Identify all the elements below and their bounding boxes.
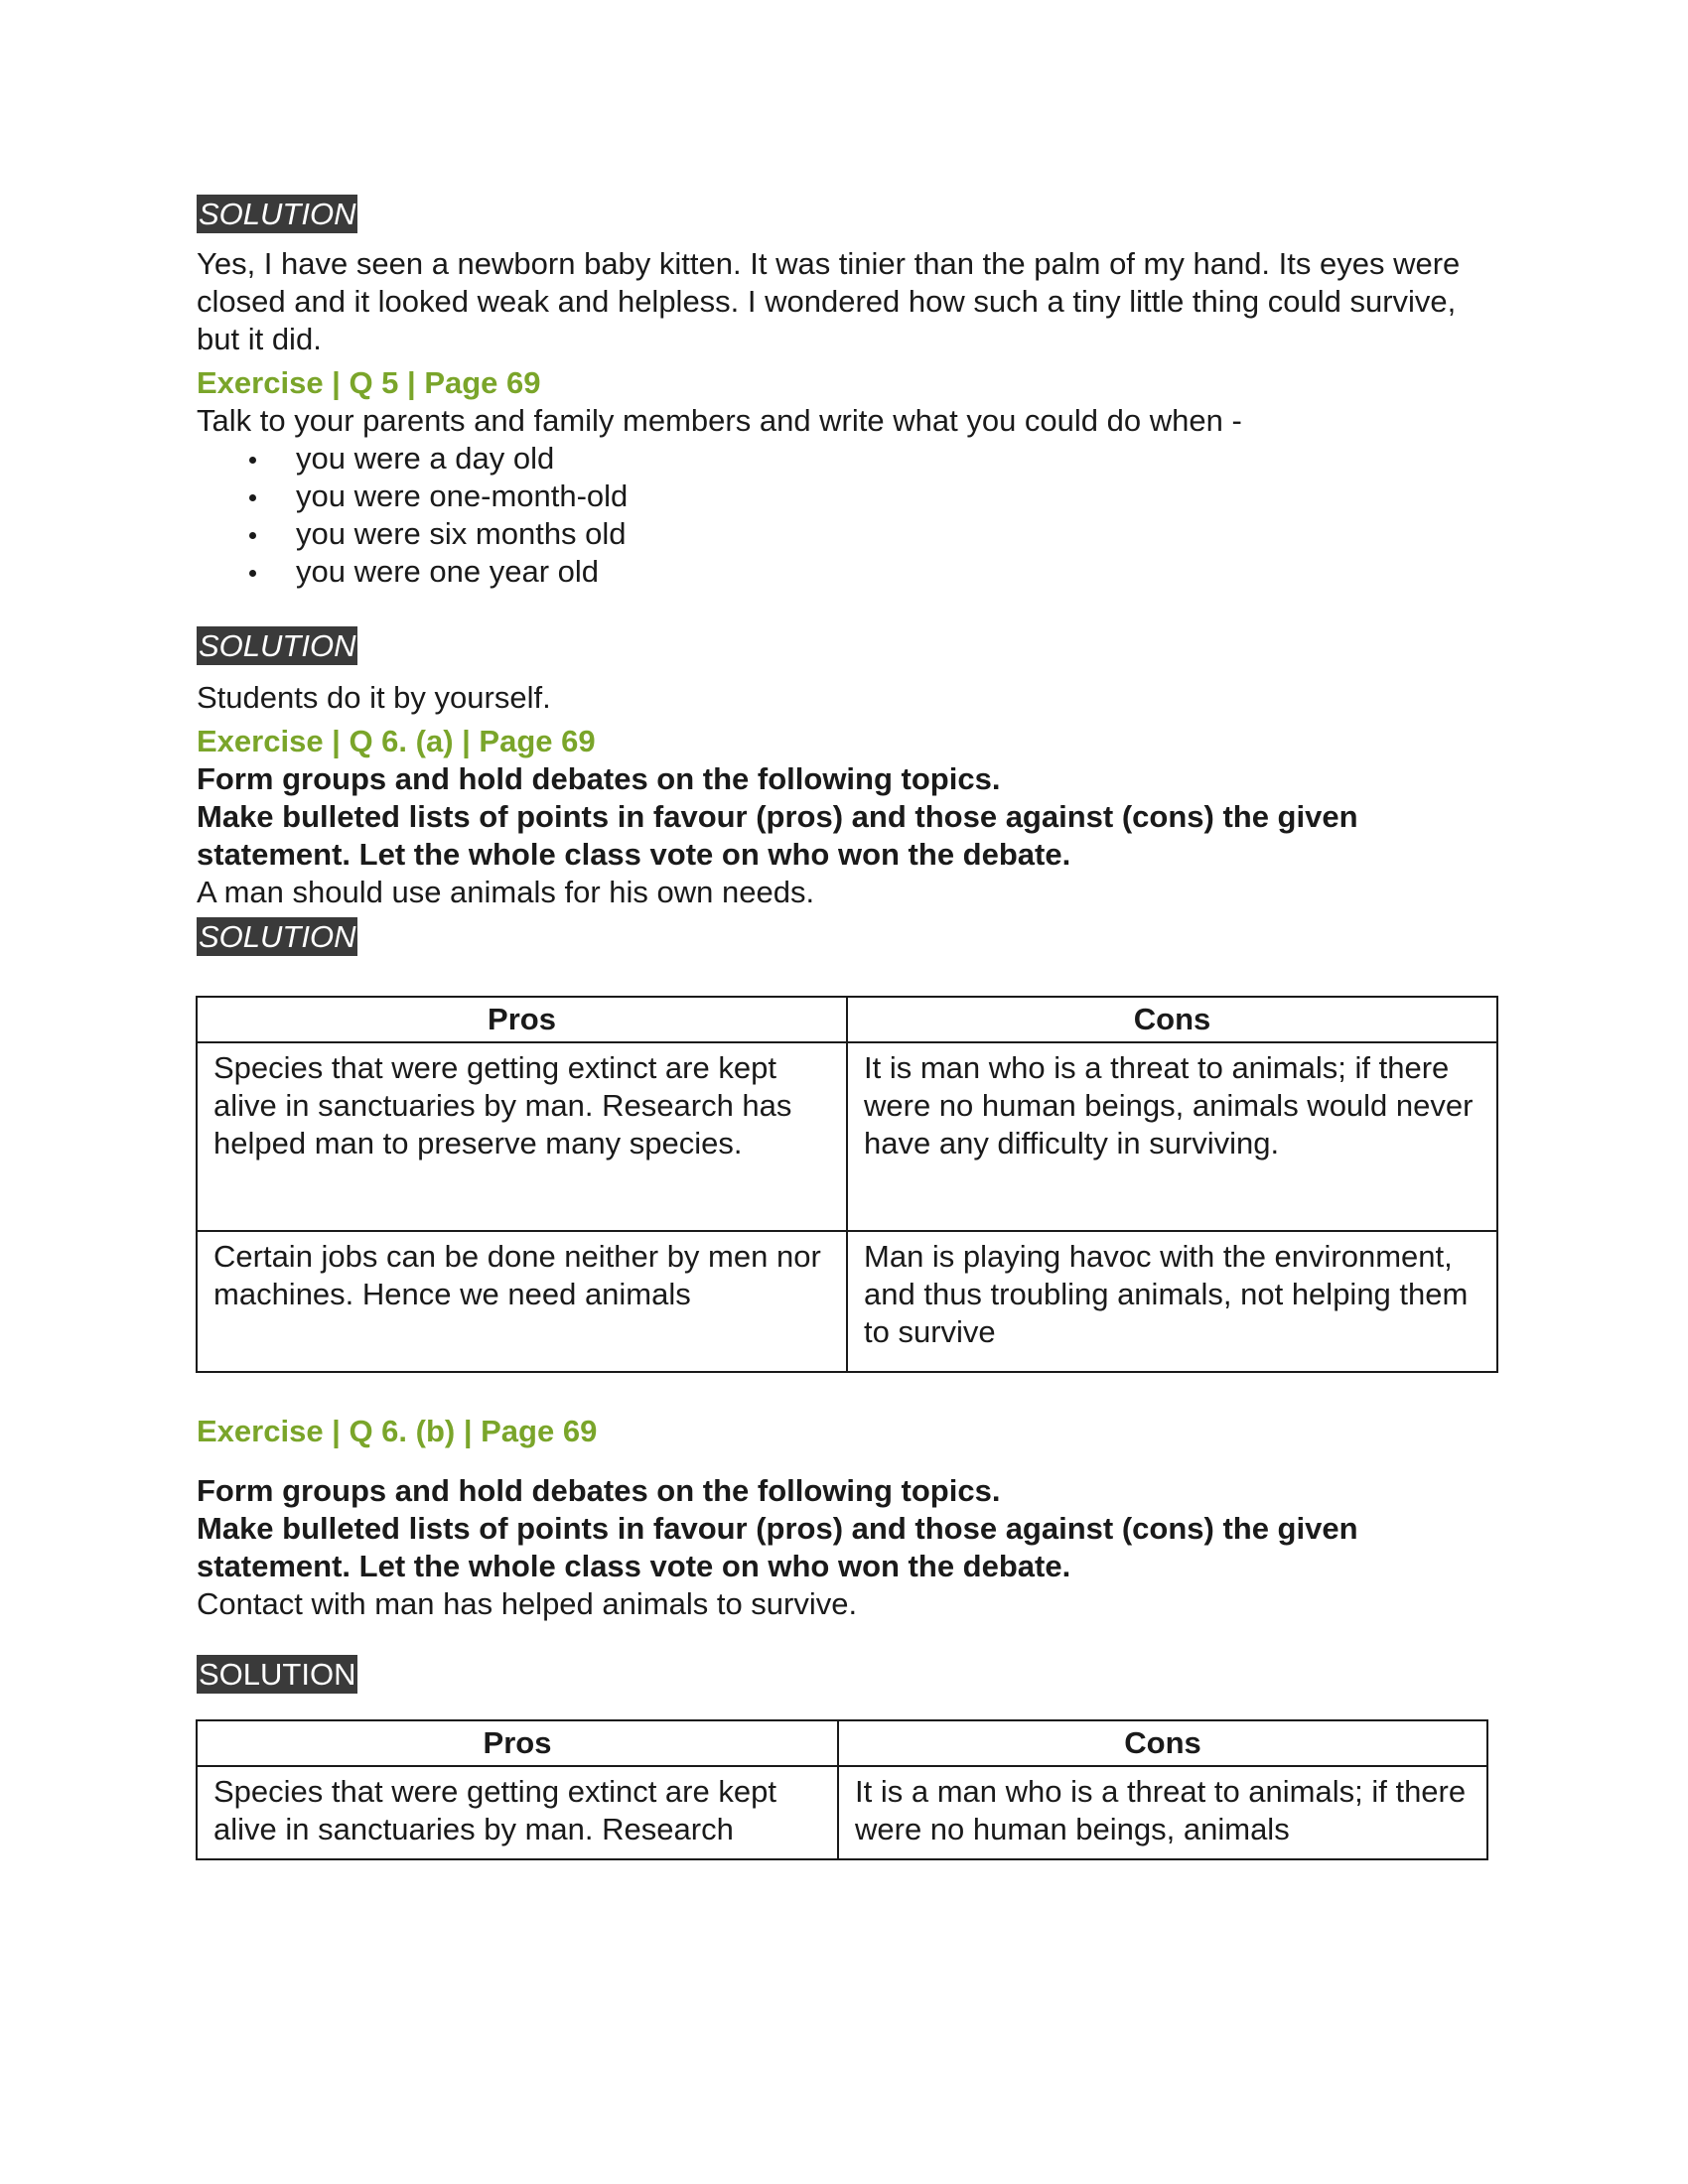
- list-item: you were a day old: [197, 440, 1507, 478]
- column-header-pros: Pros: [197, 1720, 838, 1766]
- instruction-text: Make bulleted lists of points in favour (pros) and those against (cons) the given statement. Let the whole class vote on who won the debate.: [197, 1511, 1358, 1583]
- table-row: [197, 1042, 1497, 1231]
- document-page: [197, 195, 1507, 1860]
- table-header-row: [197, 997, 1497, 1042]
- solution-text: Yes, I have seen a newborn baby kitten. It was tinier than the palm of my hand. Its eyes were closed and it looked weak and helpless. I wondered how such a tiny little thing could survive, but it did.: [197, 246, 1461, 356]
- list-item: you were one year old: [197, 553, 1507, 591]
- debate-table: [196, 996, 1498, 1373]
- exercise-heading-q5: Exercise | Q 5 | Page 69: [197, 365, 541, 400]
- debate-table: [196, 1719, 1488, 1860]
- table-cell: It is a man who is a threat to animals; if there were no human beings, animals: [838, 1766, 1487, 1859]
- instruction-text: Form groups and hold debates on the following topics.: [197, 761, 1001, 796]
- debate-statement: A man should use animals for his own needs.: [197, 875, 815, 909]
- table-cell: It is man who is a threat to animals; if there were no human beings, animals would never have any difficulty in surviving.: [847, 1042, 1497, 1231]
- debate-statement: Contact with man has helped animals to survive.: [197, 1586, 858, 1621]
- instruction-text: Make bulleted lists of points in favour (pros) and those against (cons) the given statement. Let the whole class vote on who won the debate.: [197, 799, 1358, 872]
- solution-label: SOLUTION: [199, 1657, 356, 1692]
- column-header-cons: Cons: [838, 1720, 1487, 1766]
- solution-label: SOLUTION: [199, 197, 356, 231]
- exercise-heading-q6b: Exercise | Q 6. (b) | Page 69: [197, 1414, 598, 1448]
- solution-label: SOLUTION: [199, 628, 356, 663]
- table-row: [197, 1766, 1487, 1859]
- instruction-text: Form groups and hold debates on the following topics.: [197, 1473, 1001, 1508]
- bullet-list: [197, 440, 1507, 591]
- list-item: you were one-month-old: [197, 478, 1507, 515]
- solution-text: Students do it by yourself.: [197, 680, 551, 715]
- table-cell: Man is playing havoc with the environment, and thus troubling animals, not helping them to survive: [847, 1231, 1497, 1372]
- table-row: [197, 1231, 1497, 1372]
- table-cell: Certain jobs can be done neither by men nor machines. Hence we need animals: [197, 1231, 847, 1372]
- column-header-cons: Cons: [847, 997, 1497, 1042]
- question-prompt: Talk to your parents and family members and write what you could do when -: [197, 403, 1242, 438]
- table-cell: Species that were getting extinct are kept alive in sanctuaries by man. Research has helped man to preserve many species.: [197, 1042, 847, 1231]
- table-header-row: [197, 1720, 1487, 1766]
- table-cell: Species that were getting extinct are kept alive in sanctuaries by man. Research: [197, 1766, 838, 1859]
- column-header-pros: Pros: [197, 997, 847, 1042]
- exercise-heading-q6a: Exercise | Q 6. (a) | Page 69: [197, 724, 596, 758]
- list-item: you were six months old: [197, 515, 1507, 553]
- solution-label: SOLUTION: [199, 919, 356, 954]
